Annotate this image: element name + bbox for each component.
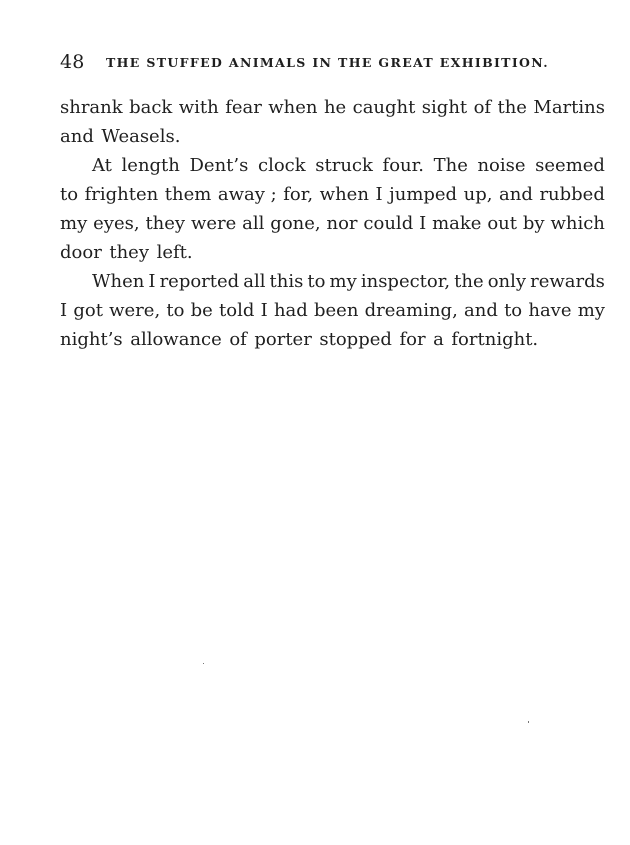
- word: rubbed: [539, 184, 605, 205]
- word: I: [148, 271, 156, 292]
- word: Martins: [533, 97, 605, 118]
- word: frighten: [84, 184, 159, 205]
- word: back: [129, 97, 173, 118]
- word: nor: [326, 213, 358, 234]
- word: I: [260, 300, 268, 321]
- word: when: [319, 184, 369, 205]
- word: night’s: [60, 329, 123, 350]
- text-line: [60, 151, 605, 180]
- word: porter: [254, 329, 312, 350]
- word: four.: [382, 155, 424, 176]
- word: a: [433, 329, 444, 350]
- word: The: [433, 155, 468, 176]
- word: the: [497, 97, 527, 118]
- word: the: [454, 271, 484, 292]
- word: left.: [156, 242, 193, 263]
- word: be: [190, 300, 213, 321]
- word: they: [145, 213, 186, 234]
- running-head: [60, 52, 580, 74]
- word: At: [92, 155, 112, 176]
- word: to: [504, 300, 523, 321]
- word: struck: [315, 155, 373, 176]
- text-line: [60, 267, 605, 296]
- word: and: [499, 184, 533, 205]
- word: inspector,: [360, 271, 451, 292]
- word: shrank: [60, 97, 123, 118]
- word: eyes,: [93, 213, 140, 234]
- word: reported: [159, 271, 240, 292]
- word: this: [269, 271, 304, 292]
- word: been: [314, 300, 359, 321]
- text-line: [60, 325, 539, 354]
- word: of: [229, 329, 247, 350]
- word: fear: [225, 97, 262, 118]
- word: were,: [109, 300, 161, 321]
- word: for: [399, 329, 426, 350]
- word: rewards: [530, 271, 605, 292]
- word: Weasels.: [101, 126, 181, 147]
- page-number: 48: [60, 51, 85, 73]
- word: Dent’s: [189, 155, 249, 176]
- word: to: [166, 300, 185, 321]
- body-text: [60, 93, 605, 354]
- text-line: [60, 209, 605, 238]
- word: fortnight.: [451, 329, 539, 350]
- text-line: [60, 180, 605, 209]
- word: which: [550, 213, 605, 234]
- word: my: [329, 271, 357, 292]
- word: I: [419, 213, 427, 234]
- running-head-title: THE STUFFED ANIMALS IN THE GREAT EXHIBITION.: [106, 55, 549, 70]
- word: jumped: [389, 184, 458, 205]
- text-line: [60, 122, 181, 151]
- word: all: [242, 213, 265, 234]
- word: for,: [283, 184, 314, 205]
- word: could: [363, 213, 414, 234]
- word: they: [109, 242, 150, 263]
- paper-speck: [528, 721, 529, 723]
- text-line: [60, 296, 605, 325]
- word: by: [522, 213, 545, 234]
- word: make: [432, 213, 482, 234]
- word: he: [323, 97, 347, 118]
- word: When: [92, 271, 145, 292]
- word: allowance: [130, 329, 222, 350]
- word: told: [219, 300, 255, 321]
- word: to: [60, 184, 79, 205]
- word: clock: [257, 155, 306, 176]
- word: dreaming,: [364, 300, 458, 321]
- word: away ;: [217, 184, 277, 205]
- word: of: [473, 97, 492, 118]
- word: I: [60, 300, 68, 321]
- word: and: [60, 126, 94, 147]
- word: up,: [463, 184, 493, 205]
- word: have: [528, 300, 572, 321]
- word: them: [164, 184, 212, 205]
- word: out: [487, 213, 517, 234]
- word: to: [307, 271, 326, 292]
- paper-speck: [203, 663, 204, 664]
- word: only: [487, 271, 527, 292]
- word: length: [121, 155, 180, 176]
- word: got: [73, 300, 103, 321]
- word: had: [273, 300, 308, 321]
- word: with: [178, 97, 219, 118]
- word: gone,: [270, 213, 321, 234]
- word: all: [243, 271, 266, 292]
- word: stopped: [319, 329, 392, 350]
- word: door: [60, 242, 102, 263]
- word: noise: [477, 155, 526, 176]
- word: my: [60, 213, 88, 234]
- word: caught: [352, 97, 416, 118]
- text-line: [60, 93, 605, 122]
- text-line: [60, 238, 203, 267]
- word: sight: [421, 97, 468, 118]
- word: I: [375, 184, 383, 205]
- word: were: [190, 213, 237, 234]
- word: and: [464, 300, 498, 321]
- word: seemed: [535, 155, 605, 176]
- word: my: [577, 300, 605, 321]
- word: when: [268, 97, 318, 118]
